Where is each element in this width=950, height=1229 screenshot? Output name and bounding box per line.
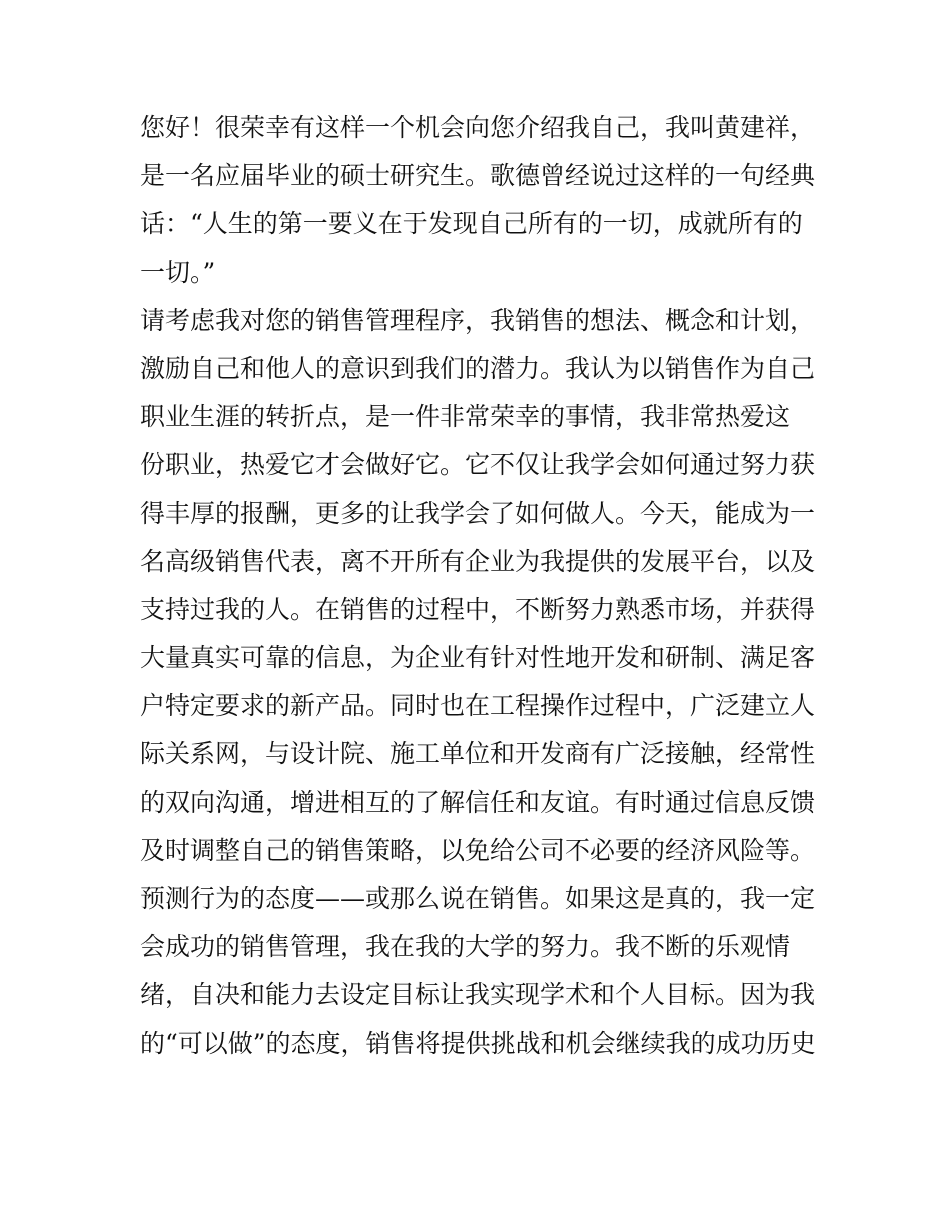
text-line: 的双向沟通，增进相互的了解信任和友谊。有时通过信息反馈 bbox=[140, 787, 816, 817]
text-line: 的“可以做”的态度，销售将提供挑战和机会继续我的成功历史 bbox=[140, 1028, 816, 1058]
text-line: 一切。” bbox=[140, 257, 216, 287]
text-line: 您好！很荣幸有这样一个机会向您介绍我自己，我叫黄建祥， bbox=[140, 113, 816, 142]
text-line: 职业生涯的转折点，是一件非常荣幸的事情，我非常热爱这 bbox=[140, 402, 791, 432]
text-line: 及时调整自己的销售策略，以免给公司不必要的经济风险等。 bbox=[140, 835, 816, 865]
text-line: 是一名应届毕业的硕士研究生。歌德曾经说过这样的一句经典 bbox=[140, 161, 816, 191]
text-line: 请考虑我对您的销售管理程序，我销售的想法、概念和计划， bbox=[140, 305, 816, 335]
text-line: 户特定要求的新产品。同时也在工程操作过程中，广泛建立人 bbox=[140, 691, 816, 721]
text-line: 份职业，热爱它才会做好它。它不仅让我学会如何通过努力获 bbox=[140, 450, 816, 480]
text-line: 绪，自决和能力去设定目标让我实现学术和个人目标。因为我 bbox=[140, 980, 816, 1010]
text-line: 会成功的销售管理，我在我的大学的努力。我不断的乐观情 bbox=[140, 932, 791, 962]
text-line: 际关系网，与设计院、施工单位和开发商有广泛接触，经常性 bbox=[140, 739, 816, 769]
text-line: 预测行为的态度——或那么说在销售。如果这是真的，我一定 bbox=[140, 884, 816, 913]
text-line: 大量真实可靠的信息，为企业有针对性地开发和研制、满足客 bbox=[140, 643, 816, 673]
text-line: 激励自己和他人的意识到我们的潜力。我认为以销售作为自己 bbox=[140, 353, 816, 383]
text-line: 话：“人生的第一要义在于发现自己所有的一切，成就所有的 bbox=[140, 209, 803, 239]
text-line: 支持过我的人。在销售的过程中，不断努力熟悉市场，并获得 bbox=[140, 594, 816, 624]
text-line: 得丰厚的报酬，更多的让我学会了如何做人。今天，能成为一 bbox=[140, 498, 816, 528]
cover-letter-body bbox=[140, 104, 820, 1068]
text-line: 名高级销售代表，离不开所有企业为我提供的发展平台，以及 bbox=[140, 546, 816, 576]
